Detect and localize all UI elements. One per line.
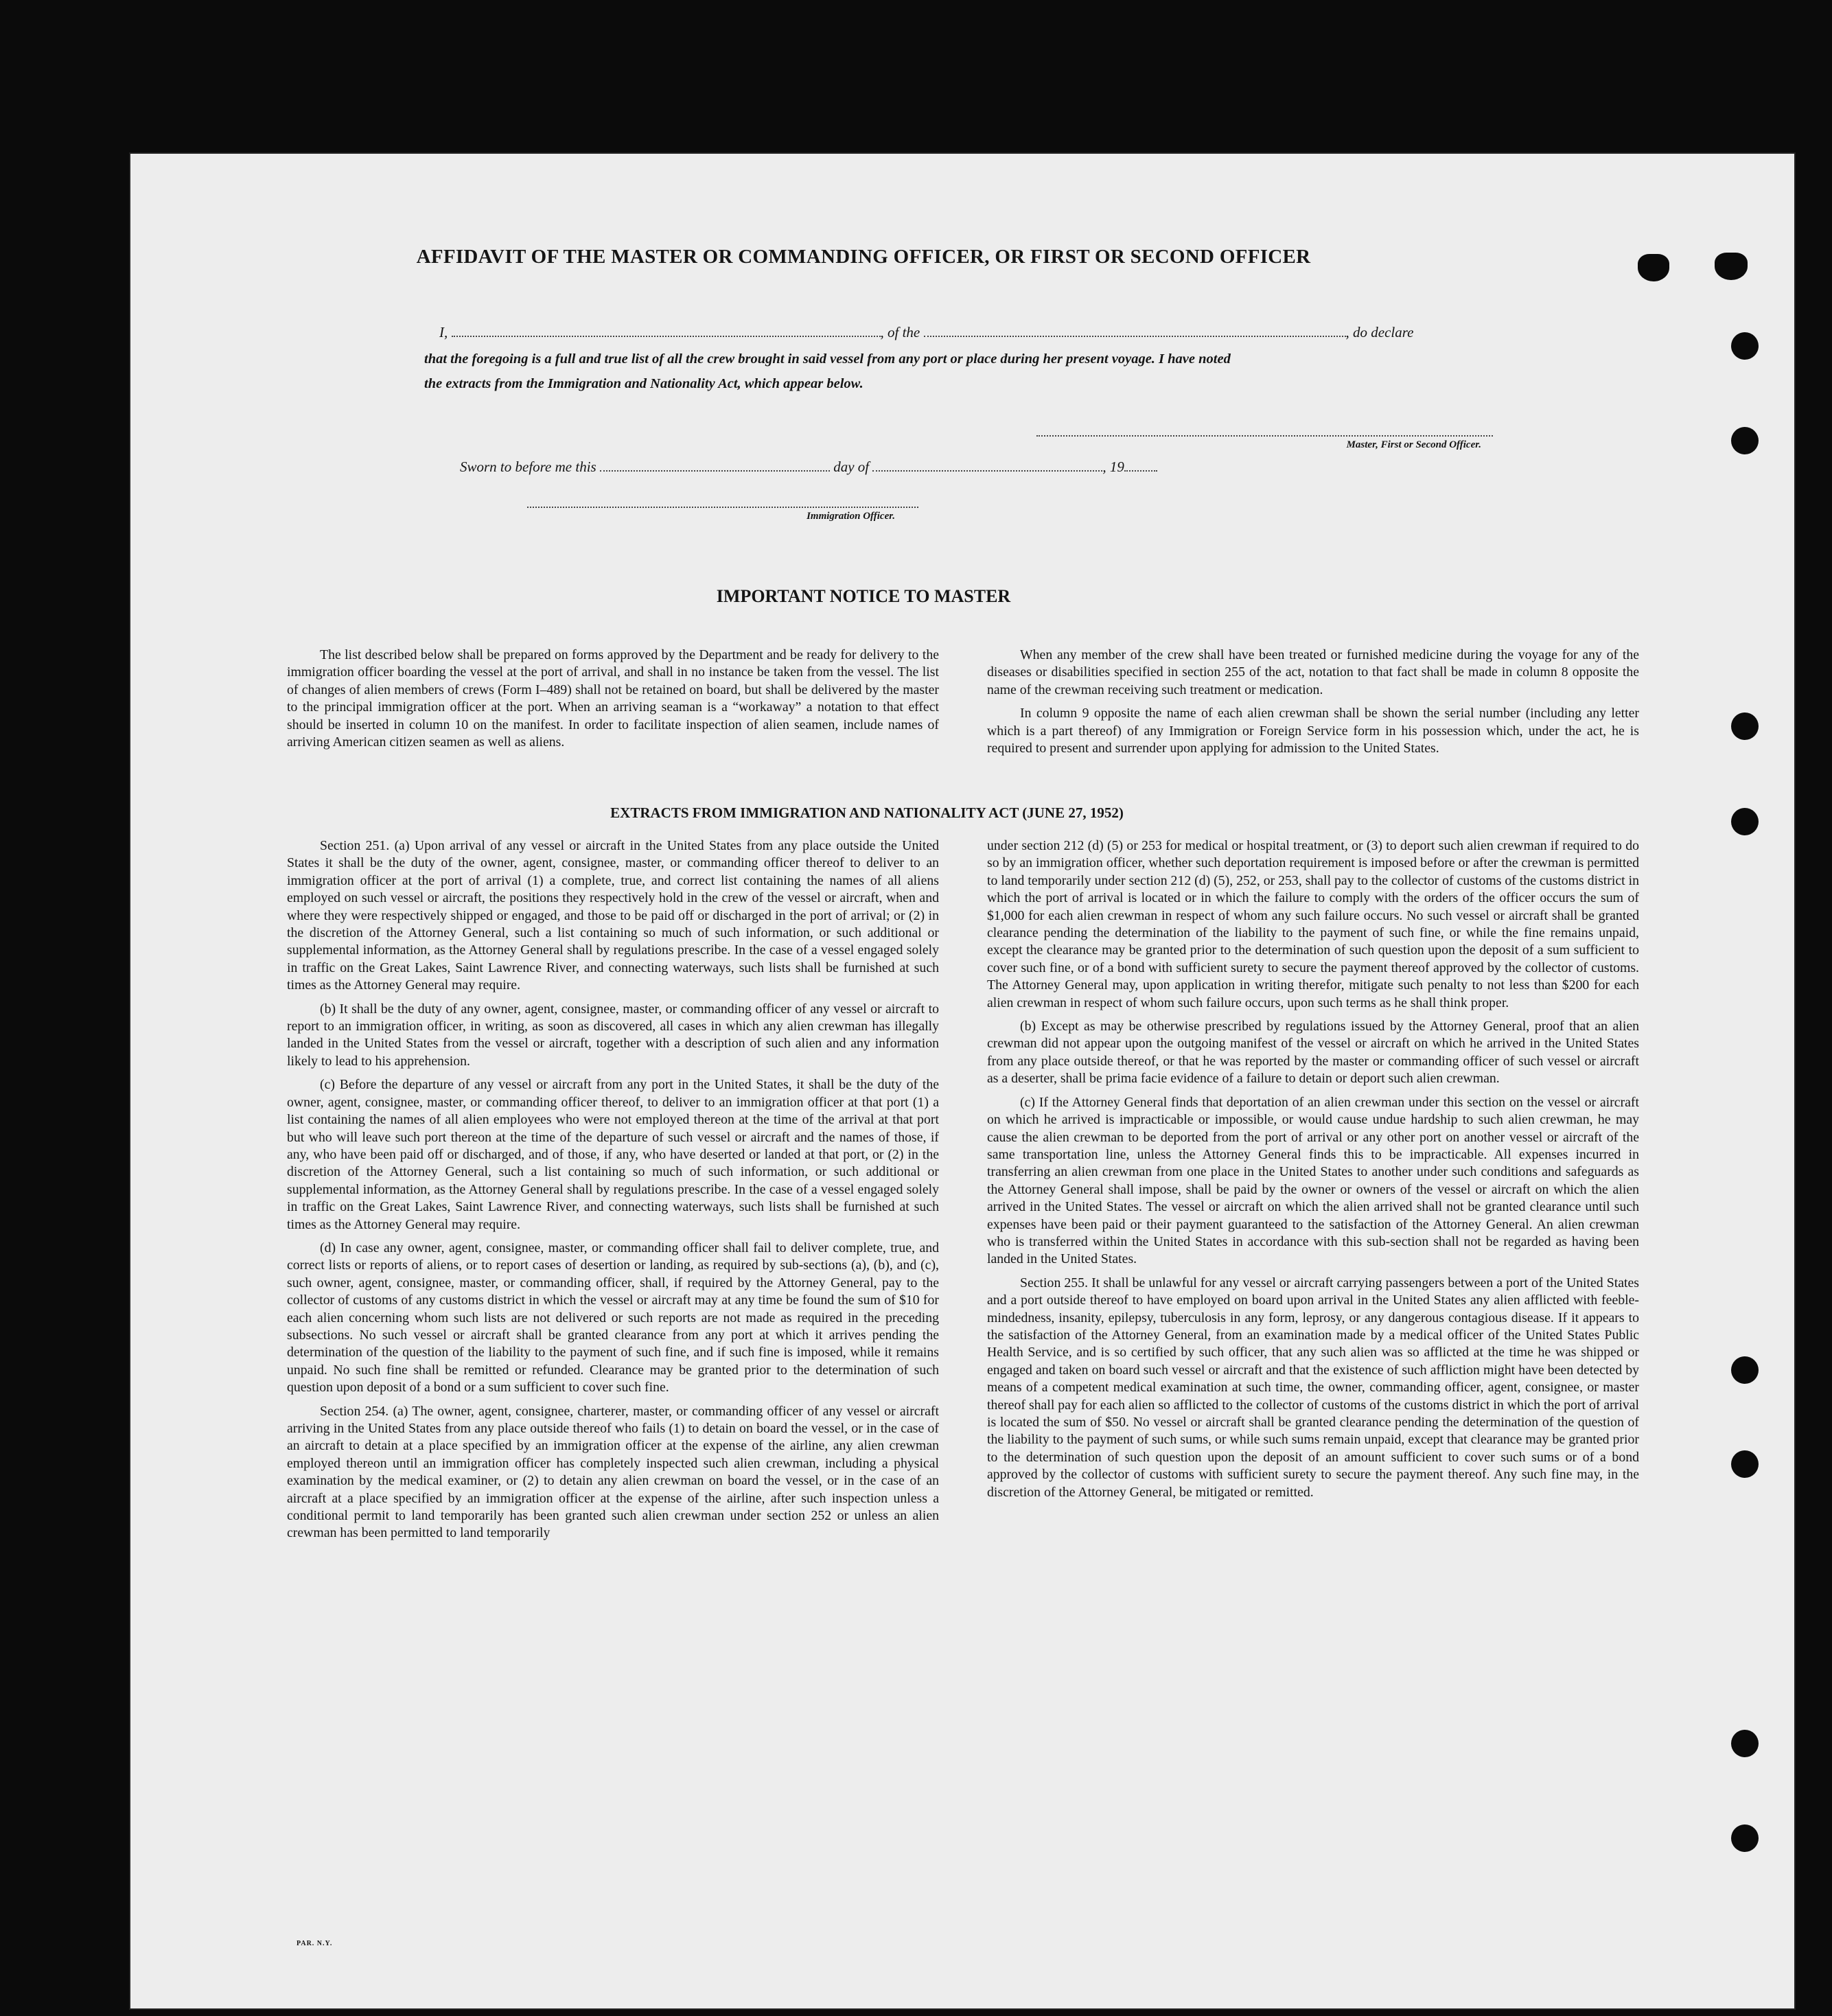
immigration-officer-caption: Immigration Officer.	[807, 511, 895, 522]
declaration-line	[439, 320, 1627, 345]
affidavit-title: AFFIDAVIT OF THE MASTER OR COMMANDING OFFICER, OR FIRST OR SECOND OFFICER	[416, 246, 1311, 268]
binder-hole	[1715, 253, 1748, 280]
sworn-label: Sworn to before me this	[460, 459, 596, 475]
extracts-title: EXTRACTS FROM IMMIGRATION AND NATIONALITY ACT (JUNE 27, 1952)	[610, 804, 1124, 821]
of-the-label: , of the	[880, 324, 920, 340]
year-label: , 19	[1102, 459, 1124, 475]
binder-hole	[1731, 427, 1759, 454]
section-255: Section 255. It shall be unlawful for any vessel or aircraft carrying passengers between a port of the United States and a port outside thereof to have employed on board upon arrival in the United States any alien afflicted with feeble-mindedness, insanity, epilepsy, tuberculosis in any form, leprosy, or any dangerous contagious disease. If it appears to the satisfaction of the Attorney General, from an examination made by a medical officer of the United States Public Health Service, and is so certified by such officer, that any such alien was so afflicted at the time he was shipped or engaged and taken on board such vessel or aircraft and that the existence of such affliction might have been detected by means of a competent medical examination at such time, the owner, commanding officer, agent, consignee, or master thereof shall pay for each alien so afflicted to the collector of customs of the customs district in which the port of arrival is located the sum of $50. No vessel or aircraft shall be granted clearance pending the determination of the question of the liability to the payment of such sums, or while such sums remain unpaid, except that clearance may be granted prior to the determination of such question upon the deposit of an amount sufficient to cover such sums or of a bond approved by the collector of customs with sufficient surety to secure the payment thereof. Any such fine may, in the discretion of the Attorney General, be mitigated or remitted.	[987, 1275, 1639, 1500]
printer-imprint: PAR. N.Y.	[297, 1940, 333, 1947]
sworn-day-blank[interactable]	[600, 459, 830, 472]
declaration-statement-line-1: that the foregoing is a full and true list of all the crew brought in said vessel from any port or place during her present voyage. I have noted	[424, 351, 1231, 367]
section-254-b: (b) Except as may be otherwise prescribed by regulations issued by the Attorney General, proof that an alien crewman did not appear upon the outgoing manifest of the vessel or aircraft on which he arrived in the United States from any place outside thereof, or that he was reported by the master or commanding officer of such vessel or aircraft as a deserter, shall be prima facie evidence of a failure to detain or deport such alien crewman.	[987, 1019, 1639, 1087]
binder-hole	[1731, 1730, 1759, 1757]
sworn-month-blank[interactable]	[872, 459, 1102, 472]
binder-hole	[1731, 712, 1759, 740]
binder-hole	[1731, 1450, 1759, 1478]
notice-left-column	[287, 647, 939, 757]
notice-right-paragraph-1: When any member of the crew shall have been treated or furnished medicine during the voyage for any of the diseases or disabilities specified in section 255 of the act, notation to that fact shall be made in column 8 opposite the name of the crewman receiving such treatment or medication.	[987, 647, 1639, 697]
vessel-blank[interactable]	[924, 325, 1346, 337]
section-251-d: (d) In case any owner, agent, consignee, master, or commanding officer shall fail to deliver complete, true, and correct lists or reports of aliens, or to report cases of desertion or landing, as required by sub-sections (a), (b), and (c), such owner, agent, consignee, master, or commanding officer, shall, if required by the Attorney General, pay to the collector of customs of any customs district in which the vessel or aircraft may at any time be found the sum of $10 for each alien concerning whom such lists are not delivered or such reports are not made as required in the preceding subsections. No such vessel or aircraft shall be granted clearance from any port at which it arrives pending the determination of the question of the liability to the payment of such fine, and if such fine is imposed, while it remains unpaid. No such fine shall be remitted or refunded. Clearance may be granted prior to the determination of such question upon deposit of a bond or a sum sufficient to cover such fine.	[287, 1240, 939, 1395]
binder-hole	[1638, 254, 1669, 281]
section-251-b: (b) It shall be the duty of any owner, agent, consignee, master, or commanding officer of any vessel or aircraft to report to an immigration officer, in writing, as soon as discovered, all cases in which any alien crewman has illegally landed in the United States from the vessel or aircraft, together with a description of such alien and any information likely to lead to his apprehension.	[287, 1001, 939, 1069]
immigration-officer-signature-line[interactable]	[527, 507, 918, 508]
binder-hole	[1731, 1356, 1759, 1384]
declaration-statement-line-2: the extracts from the Immigration and Nationality Act, which appear below.	[424, 376, 863, 391]
section-251-a: Section 251. (a) Upon arrival of any vessel or aircraft in the United States from any place outside the United States it shall be the duty of the owner, agent, consignee, master, or commanding officer thereof to deliver to an immigration officer at the port of arrival (1) a complete, true, and correct list containing the names of all aliens employed on such vessel or aircraft, the positions they respectively hold in the crew of the vessel or aircraft, when and where they were respectively shipped or engaged, and those to be paid off or discharged in the port of arrival; or (2) in the discretion of the Attorney General, such a list containing so much of such information, or such additional or supplemental information, as the Attorney General shall by regulations prescribe. In the case of a vessel engaged solely in traffic on the Great Lakes, Saint Lawrence River, and connecting waterways, such lists shall be furnished at such times as the Attorney General may require.	[287, 838, 939, 993]
master-signature-line[interactable]	[1036, 435, 1493, 437]
document-page	[129, 152, 1796, 2010]
section-251-c: (c) Before the departure of any vessel or aircraft from any port in the United States, it shall be the duty of the owner, agent, consignee, master, or commanding officer thereof, to deliver to an immigration officer at that port (1) a list containing the names of all alien employees who were not employed thereon at the time of the arrival at that port but who will leave such port thereon at the time of the departure of such vessel or aircraft and the names of those, if any, who have been paid off or discharged, and of those, if any, who have deserted or landed at that port, or (2) in the discretion of the Attorney General, such a list containing so much of such information, or such additional or supplemental information, as the Attorney General shall by regulations prescribe. In the case of a vessel engaged solely in traffic on the Great Lakes, Saint Lawrence River, and connecting waterways, such lists shall be furnished at such times as the Attorney General may require.	[287, 1077, 939, 1232]
do-declare-label: , do declare	[1345, 324, 1414, 340]
declaration-prefix: I,	[439, 324, 448, 340]
notice-left-paragraph: The list described below shall be prepared on forms approved by the Department and be ready for delivery to the immigration officer boarding the vessel at the port of arrival, and shall in no instance be taken from the vessel. The list of changes of alien members of crews (Form I–489) shall not be retained on board, but shall be delivered by the master to the principal immigration officer at the port. When an arriving seaman is a “workaway” a notation to that effect should be inserted in column 10 on the manifest. In order to facilitate inspection of alien seamen, include names of arriving American citizen seamen as well as aliens.	[287, 647, 939, 750]
extracts-right-column	[987, 837, 1639, 1507]
notice-right-paragraph-2: In column 9 opposite the name of each alien crewman shall be shown the serial number (including any letter which is a part thereof) of any Immigration or Foreign Service form in his possession which, under the act, he is required to present and surrender upon applying for admission to the United States.	[987, 706, 1639, 756]
section-254-a: Section 254. (a) The owner, agent, consignee, charterer, master, or commanding officer of any vessel or aircraft arriving in the United States from any place outside thereof who fails (1) to detain on board the vessel, or in the case of an aircraft to detain at a place specified by an immigration officer at the expense of the airline, any alien crewman employed thereon until an immigration officer has completely inspected such alien crewman, including a physical examination by the medical examiner, or (2) to detain any alien crewman on board the vessel, or in the case of an aircraft at a place specified by an immigration officer at the expense of the airline, after such inspection unless a conditional permit to land temporarily has been granted such alien crewman under section 252 or unless an alien crewman has been permitted to land temporarily	[287, 1403, 939, 1541]
binder-hole	[1731, 808, 1759, 835]
section-254-a-continued: under section 212 (d) (5) or 253 for medical or hospital treatment, or (3) to deport such alien crewman if required to do so by an immigration officer, whether such deportation requirement is imposed before or after the crewman is permitted to land temporarily under section 212 (d) (5), 252, or 253, shall pay to the collector of customs of the customs district in which the port of arrival is located or in which the failure to comply with the orders of the officer occurs the sum of $1,000 for each alien crewman in respect of whom any such failure occurs. No such vessel or aircraft shall be granted clearance pending the determination of the liability to the payment of such fine, or while the fine remains unpaid, except the clearance may be granted prior to the determination of such question upon the deposit of a sum sufficient to cover such fine, or of a bond with sufficient surety to secure the payment thereof approved by the collector of customs. The Attorney General may, upon application in writing therefor, mitigate such penalty to not less than $200 for each alien crewman in respect of whom such failure occurs, upon such terms as he shall think proper.	[987, 838, 1639, 1010]
section-254-c: (c) If the Attorney General finds that deportation of an alien crewman under this section on the vessel or aircraft on which he arrived is impracticable or impossible, or would cause undue hardship to such alien crewman, he may cause the alien crewman to be deported from the port of arrival or any other port on another vessel or aircraft of the same transportation line, unless the Attorney General finds this to be impracticable. All expenses incurred in transferring an alien crewman from one place in the United States to another under such conditions and safeguards as the Attorney General shall impose, shall be paid by the owner or owners of the vessel or aircraft on which the alien arrived in the United States. The vessel or aircraft on which the alien arrived shall not be granted clearance until such expenses have been paid or their payment guaranteed to the satisfaction of the Attorney General. An alien crewman who is transferred within the United States in accordance with this sub-section shall not be regarded as having been landed in the United States.	[987, 1094, 1639, 1267]
notice-title: IMPORTANT NOTICE TO MASTER	[716, 586, 1011, 606]
binder-hole	[1731, 332, 1759, 360]
notice-right-column	[987, 647, 1639, 763]
sworn-year-blank[interactable]	[1124, 459, 1157, 472]
declaration-statement	[424, 347, 1632, 396]
binder-hole	[1731, 1824, 1759, 1852]
sworn-line	[460, 454, 1421, 479]
name-blank[interactable]	[452, 325, 881, 337]
day-of-label: day of	[833, 459, 870, 475]
extracts-left-column	[287, 837, 939, 1549]
master-signature-caption: Master, First or Second Officer.	[1346, 439, 1481, 450]
